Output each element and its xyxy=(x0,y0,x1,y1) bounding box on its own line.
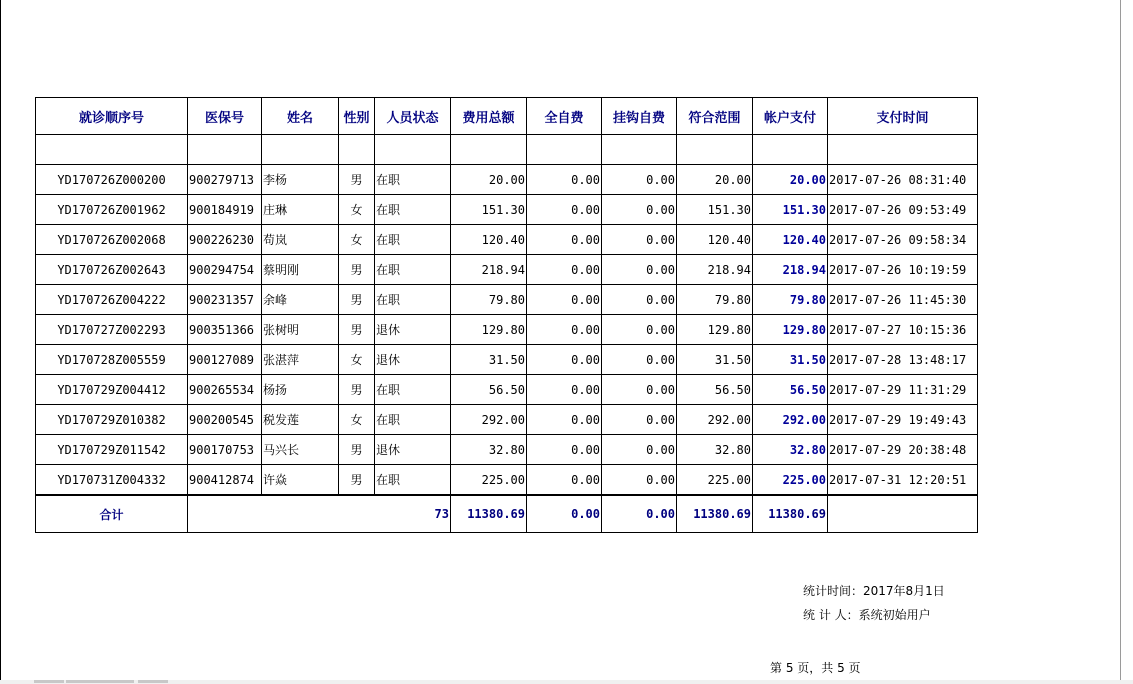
cell-in-scope: 120.40 xyxy=(677,225,753,255)
cell-insurance-no: 900200545 xyxy=(188,405,262,435)
cell-self-pay: 0.00 xyxy=(527,435,602,465)
cell-visit-no: YD170726Z000200 xyxy=(36,165,188,195)
cell-name: 苟岚 xyxy=(262,225,339,255)
cell-insurance-no: 900412874 xyxy=(188,465,262,496)
cell-account-pay: 292.00 xyxy=(753,405,828,435)
cell-total-fee: 129.80 xyxy=(451,315,527,345)
cell-name: 蔡明刚 xyxy=(262,255,339,285)
cell-visit-no: YD170726Z002068 xyxy=(36,225,188,255)
cell-visit-no: YD170727Z002293 xyxy=(36,315,188,345)
table-row xyxy=(36,225,978,255)
cell-gender: 女 xyxy=(339,405,375,435)
cell-self-pay: 0.00 xyxy=(527,165,602,195)
report-table xyxy=(35,97,978,533)
cell-total-fee: 20.00 xyxy=(451,165,527,195)
cell-name: 马兴长 xyxy=(262,435,339,465)
cell-name: 税发莲 xyxy=(262,405,339,435)
cell-account-pay: 225.00 xyxy=(753,465,828,496)
total-in-scope: 11380.69 xyxy=(677,495,753,533)
cell-total-fee: 151.30 xyxy=(451,195,527,225)
status-fragment xyxy=(66,680,134,683)
cell-pay-time: 2017-07-28 13:48:17 xyxy=(828,345,978,375)
cell-in-scope: 20.00 xyxy=(677,165,753,195)
cell-linked-self-pay: 0.00 xyxy=(602,345,677,375)
cell-total-fee: 225.00 xyxy=(451,465,527,496)
cell-status: 在职 xyxy=(375,225,451,255)
cell-gender: 女 xyxy=(339,225,375,255)
cell-linked-self-pay: 0.00 xyxy=(602,165,677,195)
col-in-scope-header: 符合范围 xyxy=(677,98,753,135)
cell-visit-no: YD170729Z010382 xyxy=(36,405,188,435)
cell-account-pay: 120.40 xyxy=(753,225,828,255)
col-linked-self-pay-header: 挂钩自费 xyxy=(602,98,677,135)
cell-account-pay: 20.00 xyxy=(753,165,828,195)
cell-insurance-no: 900226230 xyxy=(188,225,262,255)
table-row xyxy=(36,285,978,315)
total-label: 合计 xyxy=(36,495,188,533)
cell-status: 在职 xyxy=(375,195,451,225)
total-self-pay: 0.00 xyxy=(527,495,602,533)
cell-total-fee: 32.80 xyxy=(451,435,527,465)
cell-self-pay: 0.00 xyxy=(527,345,602,375)
cell-total-fee: 292.00 xyxy=(451,405,527,435)
cell-status: 在职 xyxy=(375,285,451,315)
cell-gender: 男 xyxy=(339,255,375,285)
cell-name: 杨扬 xyxy=(262,375,339,405)
cell-linked-self-pay: 0.00 xyxy=(602,315,677,345)
cell-insurance-no: 900351366 xyxy=(188,315,262,345)
cell-linked-self-pay: 0.00 xyxy=(602,225,677,255)
cell-pay-time: 2017-07-31 12:20:51 xyxy=(828,465,978,496)
table-row xyxy=(36,465,978,496)
stat-person: 统 计 人：系统初始用户 xyxy=(803,608,931,622)
cell-linked-self-pay: 0.00 xyxy=(602,465,677,496)
cell-status: 在职 xyxy=(375,165,451,195)
page-info: 第 5 页，共 5 页 xyxy=(770,661,861,675)
cell-pay-time: 2017-07-26 10:19:59 xyxy=(828,255,978,285)
cell-name: 李杨 xyxy=(262,165,339,195)
cell-visit-no: YD170726Z002643 xyxy=(36,255,188,285)
cell-linked-self-pay: 0.00 xyxy=(602,285,677,315)
cell-status: 退休 xyxy=(375,315,451,345)
cell-insurance-no: 900184919 xyxy=(188,195,262,225)
cell-in-scope: 292.00 xyxy=(677,405,753,435)
cell-in-scope: 31.50 xyxy=(677,345,753,375)
cell-in-scope: 129.80 xyxy=(677,315,753,345)
table-row xyxy=(36,405,978,435)
cell-status: 在职 xyxy=(375,375,451,405)
cell-visit-no: YD170729Z011542 xyxy=(36,435,188,465)
cell-in-scope: 218.94 xyxy=(677,255,753,285)
total-count: 73 xyxy=(188,495,451,533)
col-name-header: 姓名 xyxy=(262,98,339,135)
cell-self-pay: 0.00 xyxy=(527,225,602,255)
col-total-fee-header: 费用总额 xyxy=(451,98,527,135)
col-insurance-no-header: 医保号 xyxy=(188,98,262,135)
cell-self-pay: 0.00 xyxy=(527,195,602,225)
cell-self-pay: 0.00 xyxy=(527,405,602,435)
cell-in-scope: 151.30 xyxy=(677,195,753,225)
table-row xyxy=(36,345,978,375)
cell-visit-no: YD170731Z004332 xyxy=(36,465,188,496)
col-status-header: 人员状态 xyxy=(375,98,451,135)
page-left-edge xyxy=(0,0,1,684)
col-account-pay-header: 帐户支付 xyxy=(753,98,828,135)
cell-status: 退休 xyxy=(375,435,451,465)
cell-self-pay: 0.00 xyxy=(527,375,602,405)
cell-account-pay: 32.80 xyxy=(753,435,828,465)
cell-status: 退休 xyxy=(375,345,451,375)
cell-in-scope: 56.50 xyxy=(677,375,753,405)
cell-name: 余峰 xyxy=(262,285,339,315)
cell-gender: 男 xyxy=(339,435,375,465)
cell-linked-self-pay: 0.00 xyxy=(602,435,677,465)
cell-gender: 男 xyxy=(339,285,375,315)
cell-name: 许焱 xyxy=(262,465,339,496)
status-fragment xyxy=(34,680,64,683)
cell-pay-time: 2017-07-26 08:31:40 xyxy=(828,165,978,195)
cell-in-scope: 32.80 xyxy=(677,435,753,465)
cell-pay-time: 2017-07-26 09:58:34 xyxy=(828,225,978,255)
status-fragment xyxy=(138,680,168,683)
cell-linked-self-pay: 0.00 xyxy=(602,405,677,435)
col-visit-no-header: 就诊顺序号 xyxy=(36,98,188,135)
total-time-blank xyxy=(828,495,978,533)
cell-visit-no: YD170729Z004412 xyxy=(36,375,188,405)
cell-gender: 男 xyxy=(339,315,375,345)
cell-name: 庄琳 xyxy=(262,195,339,225)
cell-pay-time: 2017-07-27 10:15:36 xyxy=(828,315,978,345)
cell-gender: 女 xyxy=(339,195,375,225)
cell-account-pay: 151.30 xyxy=(753,195,828,225)
col-gender-header: 性别 xyxy=(339,98,375,135)
cell-account-pay: 56.50 xyxy=(753,375,828,405)
cell-status: 在职 xyxy=(375,255,451,285)
cell-insurance-no: 900231357 xyxy=(188,285,262,315)
cell-status: 在职 xyxy=(375,465,451,496)
cell-gender: 男 xyxy=(339,165,375,195)
cell-account-pay: 31.50 xyxy=(753,345,828,375)
cell-linked-self-pay: 0.00 xyxy=(602,375,677,405)
cell-account-pay: 129.80 xyxy=(753,315,828,345)
cell-name: 张树明 xyxy=(262,315,339,345)
blank-row xyxy=(36,135,978,165)
cell-insurance-no: 900279713 xyxy=(188,165,262,195)
total-row xyxy=(36,495,978,533)
cell-name: 张湛萍 xyxy=(262,345,339,375)
cell-in-scope: 79.80 xyxy=(677,285,753,315)
stat-time: 统计时间：2017年8月1日 xyxy=(803,584,945,598)
cell-self-pay: 0.00 xyxy=(527,315,602,345)
cell-insurance-no: 900127089 xyxy=(188,345,262,375)
cell-gender: 男 xyxy=(339,375,375,405)
table-row xyxy=(36,315,978,345)
total-linked-self-pay: 0.00 xyxy=(602,495,677,533)
cell-linked-self-pay: 0.00 xyxy=(602,195,677,225)
cell-insurance-no: 900294754 xyxy=(188,255,262,285)
table-row xyxy=(36,165,978,195)
cell-visit-no: YD170728Z005559 xyxy=(36,345,188,375)
cell-account-pay: 79.80 xyxy=(753,285,828,315)
cell-account-pay: 218.94 xyxy=(753,255,828,285)
cell-pay-time: 2017-07-26 09:53:49 xyxy=(828,195,978,225)
cell-in-scope: 225.00 xyxy=(677,465,753,496)
cell-visit-no: YD170726Z004222 xyxy=(36,285,188,315)
cell-insurance-no: 900170753 xyxy=(188,435,262,465)
total-fee: 11380.69 xyxy=(451,495,527,533)
cell-pay-time: 2017-07-29 19:49:43 xyxy=(828,405,978,435)
cell-gender: 男 xyxy=(339,465,375,496)
table-row xyxy=(36,195,978,225)
table-row xyxy=(36,435,978,465)
col-self-pay-header: 全自费 xyxy=(527,98,602,135)
cell-self-pay: 0.00 xyxy=(527,465,602,496)
cell-visit-no: YD170726Z001962 xyxy=(36,195,188,225)
cell-gender: 女 xyxy=(339,345,375,375)
cell-self-pay: 0.00 xyxy=(527,255,602,285)
cell-total-fee: 218.94 xyxy=(451,255,527,285)
cell-total-fee: 120.40 xyxy=(451,225,527,255)
cell-pay-time: 2017-07-29 11:31:29 xyxy=(828,375,978,405)
cell-linked-self-pay: 0.00 xyxy=(602,255,677,285)
bottom-status-strip xyxy=(0,680,1133,684)
cell-self-pay: 0.00 xyxy=(527,285,602,315)
cell-total-fee: 31.50 xyxy=(451,345,527,375)
cell-insurance-no: 900265534 xyxy=(188,375,262,405)
cell-total-fee: 56.50 xyxy=(451,375,527,405)
table-header-row xyxy=(36,98,978,135)
table-row xyxy=(36,255,978,285)
cell-status: 在职 xyxy=(375,405,451,435)
total-account-pay: 11380.69 xyxy=(753,495,828,533)
table-row xyxy=(36,375,978,405)
col-pay-time-header: 支付时间 xyxy=(828,98,978,135)
cell-total-fee: 79.80 xyxy=(451,285,527,315)
cell-pay-time: 2017-07-26 11:45:30 xyxy=(828,285,978,315)
page-right-edge xyxy=(1120,0,1121,684)
cell-pay-time: 2017-07-29 20:38:48 xyxy=(828,435,978,465)
